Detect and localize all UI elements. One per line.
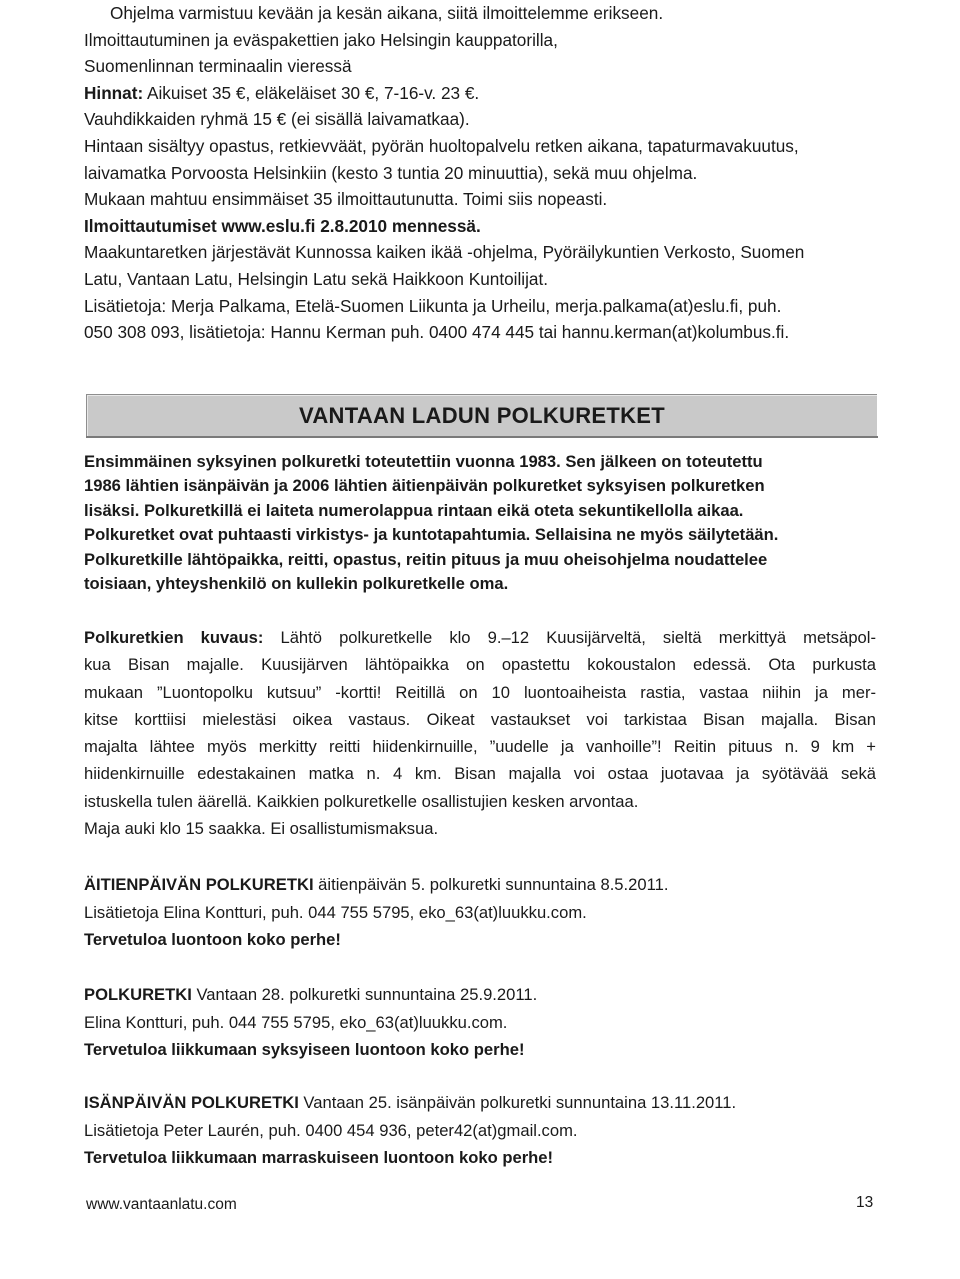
event-title: ISÄNPÄIVÄN POLKURETKI bbox=[84, 1093, 299, 1112]
desc-line: kitse korttiisi mielestäsi oikea vastaus. Oikeat vastaukset voi tarkistaa Bisan majalla. Bisan bbox=[84, 709, 876, 729]
intro-paragraph bbox=[84, 450, 884, 596]
event-autumn-walk bbox=[84, 981, 884, 1064]
event-contact: Lisätietoja Peter Laurén, puh. 0400 454 936, peter42(at)gmail.com. bbox=[84, 1120, 578, 1140]
desc-line bbox=[84, 624, 876, 651]
banner-divider bbox=[86, 436, 878, 438]
event-mothers-day bbox=[84, 871, 884, 954]
desc-line: istuskella tulen äärellä. Kaikkien polkuretkelle osallistujien kesken arvontaa. bbox=[84, 791, 639, 811]
event-contact: Lisätietoja Elina Kontturi, puh. 044 755 5795, eko_63(at)luukku.com. bbox=[84, 902, 587, 922]
event-date: Vantaan 28. polkuretki sunnuntaina 25.9.2011. bbox=[191, 985, 538, 1004]
text-line: Ohjelma varmistuu kevään ja kesän aikana, siitä ilmoittelemme erikseen. bbox=[110, 3, 664, 23]
footer-website: www.vantaanlatu.com bbox=[86, 1196, 237, 1213]
desc-line: mukaan ”Luontopolku kutsuu” -kortti! Reitillä on 10 luontoaiheista rastia, vastaa niihin ja mer- bbox=[84, 682, 876, 702]
intro-line: toisiaan, yhteyshenkilö on kullekin polkuretkelle oma. bbox=[84, 574, 509, 594]
desc-line: Maja auki klo 15 saakka. Ei osallistumismaksua. bbox=[84, 819, 439, 839]
section-title: VANTAAN LADUN POLKURETKET bbox=[299, 403, 665, 428]
event-date: äitienpäivän 5. polkuretki sunnuntaina 8.5.2011. bbox=[313, 875, 669, 894]
desc-line: majalta lähtee myös merkitty reitti hiidenkirnuille, ”uudelle ja vanhoille”! Reitin pituus n. 9 km + bbox=[84, 737, 876, 757]
prices-label: Hinnat: bbox=[84, 82, 144, 103]
event-welcome: Tervetuloa luontoon koko perhe! bbox=[84, 930, 341, 949]
text-line: Ilmoittautuminen ja eväspakettien jako Helsingin kauppatorilla, bbox=[84, 29, 558, 50]
text-line: Maakuntaretken järjestävät Kunnossa kaiken ikää -ohjelma, Pyöräilykuntien Verkosto, Suomen bbox=[84, 242, 805, 263]
event-title: ÄITIENPÄIVÄN POLKURETKI bbox=[84, 875, 314, 894]
section-banner bbox=[86, 394, 877, 437]
intro-line: Polkuretkille lähtöpaikka, reitti, opastus, reitin pituus ja muu oheisohjelma noudattelee bbox=[84, 549, 768, 569]
route-description bbox=[84, 624, 876, 842]
text-line: Latu, Vantaan Latu, Helsingin Latu sekä Haikkoon Kuntoilijat. bbox=[84, 268, 549, 289]
text-line: Vauhdikkaiden ryhmä 15 € (ei sisällä laivamatkaa). bbox=[84, 109, 470, 130]
text-line: laivamatka Porvoosta Helsinkiin (kesto 3 tuntia 20 minuuttia), sekä muu ohjelma. bbox=[84, 162, 698, 183]
prices-line bbox=[84, 80, 884, 107]
event-header bbox=[84, 871, 884, 899]
registration-line: Ilmoittautumiset www.eslu.fi 2.8.2010 mennessä. bbox=[84, 215, 481, 236]
event-info-block bbox=[84, 0, 884, 346]
prices-text: Aikuiset 35 €, eläkeläiset 30 €, 7-16-v. 23 €. bbox=[143, 82, 480, 103]
text-line: 050 308 093, lisätietoja: Hannu Kerman puh. 0400 474 445 tai hannu.kerman(at)kolumbus.fi. bbox=[84, 322, 790, 343]
page-number: 13 bbox=[856, 1194, 874, 1211]
intro-line: Polkuretket ovat puhtaasti virkistys- ja kuntotapahtumia. Sellaisina ne myös säilytetään. bbox=[84, 525, 779, 545]
desc-text: Lähtö polkuretkelle klo 9.–12 Kuusijärveltä, sieltä merkittyä metsäpol- bbox=[263, 628, 876, 647]
desc-line: hiidenkirnuille edestakainen matka n. 4 km. Bisan majalla voi ostaa juotavaa ja syötävää sekä bbox=[84, 764, 876, 784]
event-contact: Elina Kontturi, puh. 044 755 5795, eko_63(at)luukku.com. bbox=[84, 1012, 508, 1032]
desc-label: Polkuretkien kuvaus: bbox=[84, 628, 264, 647]
event-welcome: Tervetuloa liikkumaan syksyiseen luontoon koko perhe! bbox=[84, 1040, 525, 1059]
text-line: Hintaan sisältyy opastus, retkievväät, pyörän huoltopalvelu retken aikana, tapaturmavakuutus, bbox=[84, 135, 799, 156]
event-welcome: Tervetuloa liikkumaan marraskuiseen luontoon koko perhe! bbox=[84, 1148, 554, 1167]
event-date: Vantaan 25. isänpäivän polkuretki sunnuntaina 13.11.2011. bbox=[298, 1093, 737, 1112]
text-line: Lisätietoja: Merja Palkama, Etelä-Suomen Liikunta ja Urheilu, merja.palkama(at)eslu.fi, puh. bbox=[84, 295, 782, 316]
intro-line: Ensimmäinen syksyinen polkuretki toteutettiin vuonna 1983. Sen jälkeen on toteutettu bbox=[84, 452, 763, 471]
event-fathers-day bbox=[84, 1089, 884, 1172]
event-title: POLKURETKI bbox=[84, 985, 192, 1004]
intro-line: 1986 lähtien isänpäivän ja 2006 lähtien äitienpäivän polkuretket syksyisen polkuretken bbox=[84, 476, 765, 496]
event-header bbox=[84, 1089, 884, 1117]
intro-line: lisäksi. Polkuretkillä ei laiteta numerolappua rintaan eikä oteta sekuntikellolla aikaa. bbox=[84, 500, 744, 520]
text-line: Mukaan mahtuu ensimmäiset 35 ilmoittautunutta. Toimi siis nopeasti. bbox=[84, 189, 608, 210]
event-header bbox=[84, 981, 884, 1009]
text-line: Suomenlinnan terminaalin vieressä bbox=[84, 56, 352, 77]
desc-line: kua Bisan majalle. Kuusijärven lähtöpaikka on opastettu kokoustalon edessä. Ota purkusta bbox=[84, 655, 876, 675]
